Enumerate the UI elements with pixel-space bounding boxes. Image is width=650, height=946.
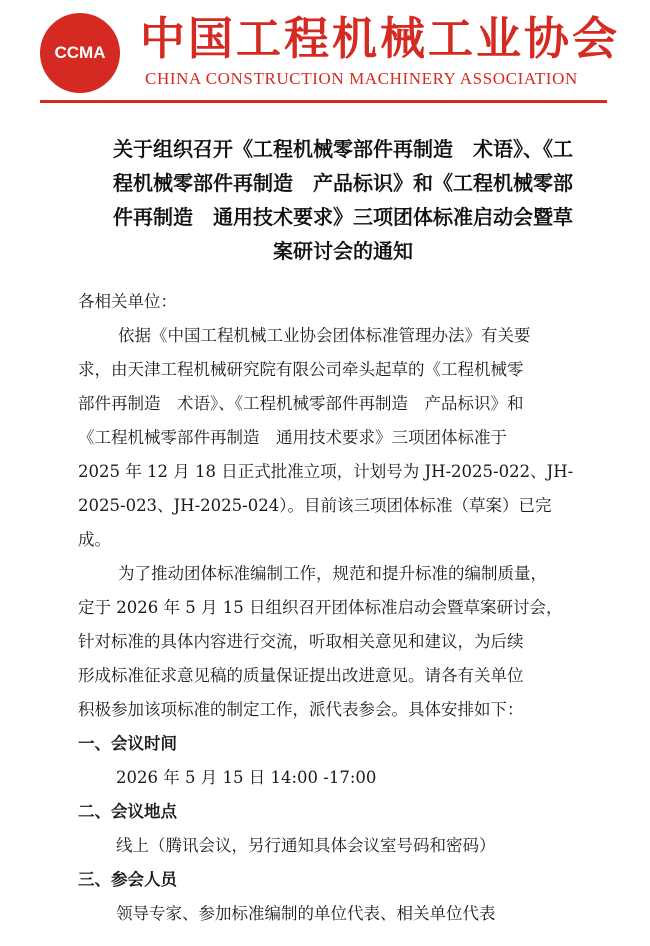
paragraph-line: 部件再制造 术语》、《工程机械零部件再制造 产品标识》和 [78, 394, 524, 413]
ccma-logo [40, 13, 120, 93]
paragraph-line: 为了推动团体标准编制工作，规范和提升标准的编制质量， [118, 564, 547, 583]
meeting-time: 2026 年 5 月 15 日 14:00 -17:00 [116, 768, 377, 787]
title-line: 关于组织召开《工程机械零部件再制造 术语》、《工 [113, 137, 573, 161]
section-heading-location: 二、会议地点 [78, 802, 177, 821]
paragraph-line: 形成标准征求意见稿的质量保证提出改进意见。请各有关单位 [78, 666, 524, 685]
document-body [78, 285, 608, 931]
paragraph-line: 2025 年 12 月 18 日正式批准立项，计划号为 JH-2025-022、JH- [78, 462, 574, 481]
paragraph-line: 针对标准的具体内容进行交流，听取相关意见和建议，为后续 [78, 632, 524, 651]
meeting-location: 线上（腾讯会议，另行通知具体会议室号码和密码） [116, 836, 496, 855]
letterhead [0, 0, 650, 112]
document-title [78, 132, 608, 268]
title-line: 案研讨会的通知 [273, 239, 413, 263]
paragraph-line: 《工程机械零部件再制造 通用技术要求》三项团体标准于 [78, 428, 507, 447]
paragraph-basis [78, 319, 608, 557]
title-line: 件再制造 通用技术要求》三项团体标准启动会暨草 [113, 205, 573, 229]
salutation: 各相关单位： [78, 292, 177, 311]
section-heading-time: 一、会议时间 [78, 734, 177, 753]
paragraph-line: 定于 2026 年 5 月 15 日组织召开团体标准启动会暨草案研讨会， [78, 598, 563, 617]
letterhead-divider [40, 100, 607, 103]
paragraph-line: 成。 [78, 530, 111, 549]
paragraph-purpose [78, 557, 608, 727]
paragraph-line: 2025-023、JH-2025-024）。目前该三项团体标准（草案）已完 [78, 496, 552, 515]
meeting-attendees: 领导专家、参加标准编制的单位代表、相关单位代表 [116, 904, 496, 923]
paragraph-line: 依据《中国工程机械工业协会团体标准管理办法》有关要 [118, 326, 531, 345]
title-line: 程机械零部件再制造 产品标识》和《工程机械零部 [113, 171, 573, 195]
org-name-chinese: 中国工程机械工业协会 [140, 12, 621, 65]
paragraph-line: 积极参加该项标准的制定工作，派代表参会。具体安排如下： [78, 700, 524, 719]
paragraph-line: 求，由天津工程机械研究院有限公司牵头起草的《工程机械零 [78, 360, 524, 379]
section-heading-attendees: 三、参会人员 [78, 870, 177, 889]
logo-text: CCMA [54, 43, 106, 62]
org-name-english: CHINA CONSTRUCTION MACHINERY ASSOCIATION [145, 69, 578, 88]
